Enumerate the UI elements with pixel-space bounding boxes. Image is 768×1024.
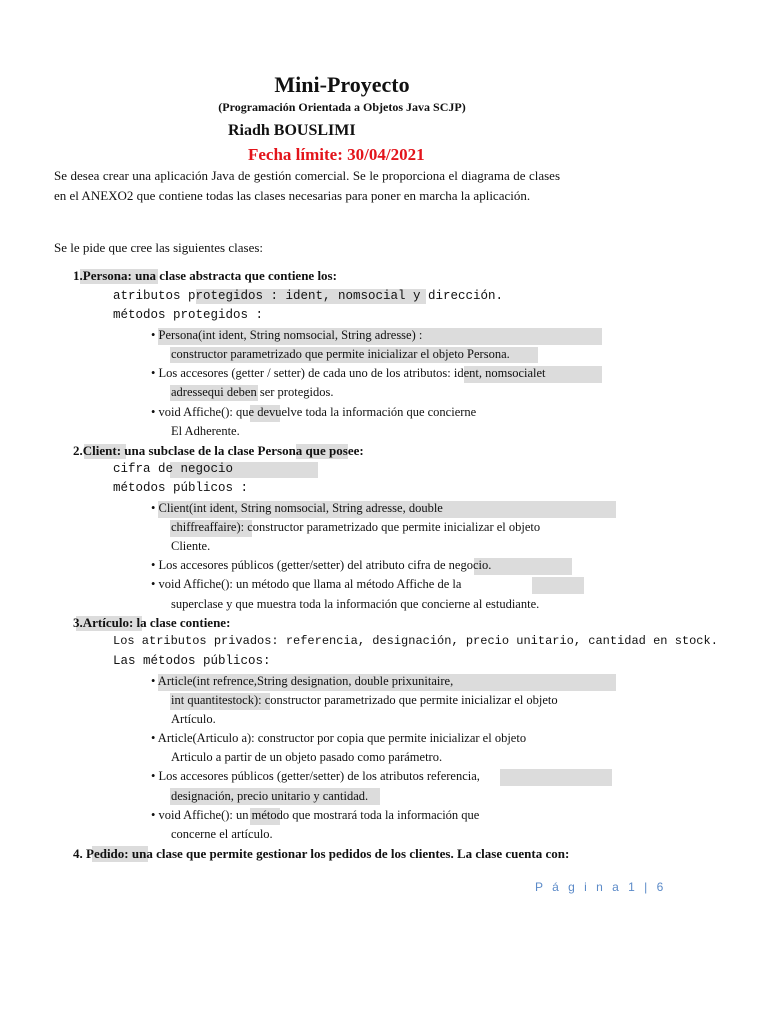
list-item: • Los accesores públicos (getter/setter) de los atributos referencia, [151,769,480,783]
methods-line: Las métodos públicos: [113,654,271,668]
attributes-line: Los atributos privados: referencia, designación, precio unitario, cantidad en stock. [113,634,718,648]
attributes-line: atributos protegidos : ident, nomsocial y dirección. [113,289,504,303]
list-item: • Client(int ident, String nomsocial, String adresse, double [151,501,443,515]
intro-paragraph: Se desea crear una aplicación Java de gestión comercial. Se le proporciona el diagrama de clases en el ANEXO2 que contiene todas las clases necesarias para poner en marcha la aplicación. [54,168,560,203]
list-item: • Los accesores (getter / setter) de cada uno de los atributos: ident, nomsocialet [151,366,546,380]
section-heading: 2.Client: una subclase de la clase Persona que posee: [73,443,364,458]
list-item-cont: Artículo. [171,712,216,726]
list-item: • void Affiche(): que devuelve toda la información que concierne [151,405,477,419]
list-item: • Persona(int ident, String nomsocial, String adresse) : [151,328,423,342]
list-item: • void Affiche(): un método que llama al método Affiche de la [151,577,462,591]
highlight [500,769,612,786]
section-heading: 3.Artículo: la clase contiene: [73,615,231,630]
list-item: • Los accesores públicos (getter/setter) del atributo cifra de negocio. [151,558,492,572]
methods-line: métodos protegidos : [113,308,264,322]
section-heading: 1.Persona: una clase abstracta que contiene los: [73,268,337,283]
list-item-cont: chiffreaffaire): constructor parametrizado que permite inicializar el objeto [171,520,541,534]
list-item: • Article(int refrence,String designation, double prixunitaire, [151,674,454,688]
author: Riadh BOUSLIMI [228,122,356,139]
page-number: P á g i n a 1 | 6 [535,880,667,894]
list-item: • void Affiche(): un método que mostrará toda la información que [151,808,480,822]
list-item-cont: concerne el artículo. [171,827,273,841]
list-item-cont: adressequi deben ser protegidos. [171,385,334,399]
list-item-cont: designación, precio unitario y cantidad. [171,789,369,803]
list-item-cont: Cliente. [171,539,211,553]
list-item-cont: superclase y que muestra toda la información que concierne al estudiante. [171,597,540,611]
list-item: • Article(Articulo a): constructor por copia que permite inicializar el objeto [151,731,527,745]
list-item-cont: constructor parametrizado que permite inicializar el objeto Persona. [171,347,510,361]
deadline: Fecha límite: 30/04/2021 [248,145,425,164]
highlight [532,577,584,594]
intro-ask: Se le pide que cree las siguientes clases: [54,240,264,255]
page-title: Mini-Proyecto [274,72,410,97]
methods-line: métodos públicos : [113,481,249,495]
list-item-cont: int quantitestock): constructor parametrizado que permite inicializar el objeto [171,693,558,707]
list-item-cont: Articulo a partir de un objeto pasado como parámetro. [171,750,443,764]
section-heading: 4. Pedido: una clase que permite gestionar los pedidos de los clientes. La clase cuenta con: [73,846,570,861]
list-item-cont: El Adherente. [171,424,240,438]
page-subtitle: (Programación Orientada a Objetos Java SCJP) [218,100,466,114]
attributes-line: cifra de negocio [113,462,234,476]
